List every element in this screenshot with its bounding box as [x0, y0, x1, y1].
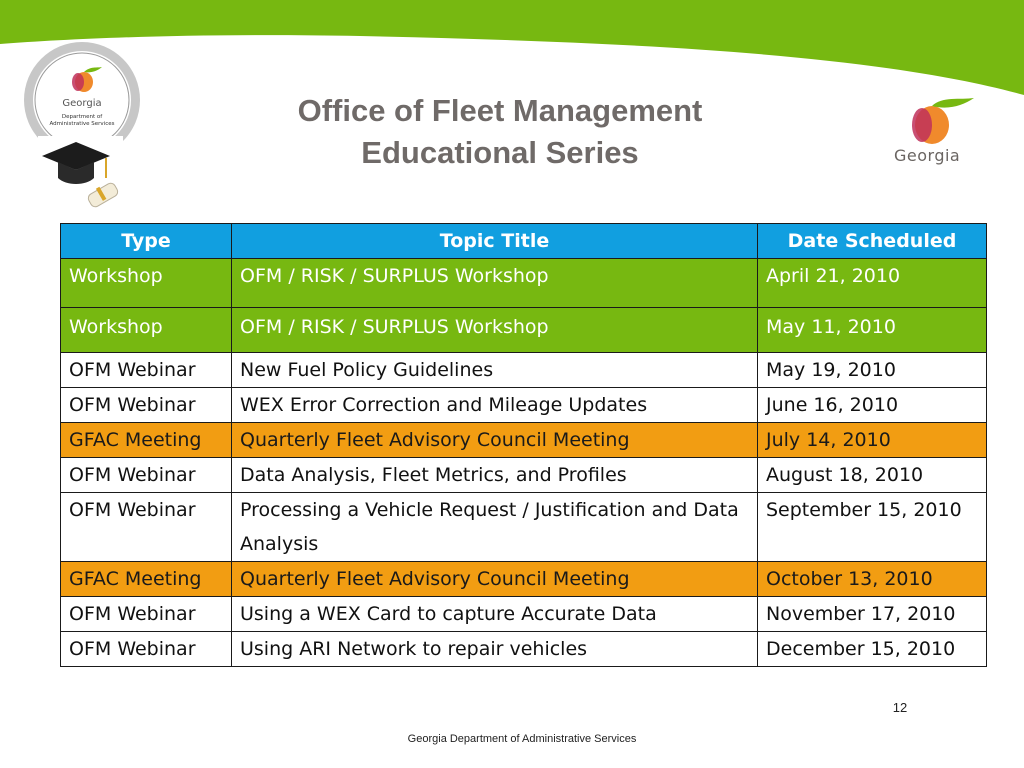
- seal-line1: Department of: [61, 114, 103, 120]
- cell-type: OFM Webinar: [61, 493, 232, 562]
- cell-type: OFM Webinar: [61, 388, 232, 423]
- title-line-2: Educational Series: [361, 135, 639, 170]
- cell-date: August 18, 2010: [758, 458, 987, 493]
- cell-topic: Data Analysis, Fleet Metrics, and Profiles: [232, 458, 758, 493]
- seal-line2: Administrative Services: [49, 121, 115, 127]
- cell-date: December 15, 2010: [758, 632, 987, 667]
- cell-topic: OFM / RISK / SURPLUS Workshop: [232, 259, 758, 308]
- cell-type: OFM Webinar: [61, 597, 232, 632]
- cell-topic: Using ARI Network to repair vehicles: [232, 632, 758, 667]
- logo-wordmark: Georgia: [894, 146, 961, 165]
- footer-text: Georgia Department of Administrative Services: [407, 733, 637, 745]
- seal-brand: Georgia: [62, 98, 102, 109]
- table-row: [61, 353, 987, 388]
- cell-type: Workshop: [61, 308, 232, 353]
- header-topic-title: Topic Title: [232, 224, 758, 259]
- cell-date: June 16, 2010: [758, 388, 987, 423]
- table-row: [61, 493, 987, 562]
- table-row: [61, 308, 987, 353]
- cell-topic: New Fuel Policy Guidelines: [232, 353, 758, 388]
- cell-date: October 13, 2010: [758, 562, 987, 597]
- header-date-scheduled: Date Scheduled: [758, 224, 987, 259]
- cell-type: OFM Webinar: [61, 353, 232, 388]
- table-row: [61, 423, 987, 458]
- title-line-1: Office of Fleet Management: [297, 93, 703, 128]
- table-row: [61, 458, 987, 493]
- header-type: Type: [61, 224, 232, 259]
- table-row: [61, 259, 987, 308]
- georgia-logo: [888, 92, 983, 172]
- cell-type: GFAC Meeting: [61, 562, 232, 597]
- department-seal: [18, 38, 146, 213]
- cell-type: OFM Webinar: [61, 458, 232, 493]
- cell-topic: WEX Error Correction and Mileage Updates: [232, 388, 758, 423]
- cell-topic: Quarterly Fleet Advisory Council Meeting: [232, 562, 758, 597]
- cell-type: OFM Webinar: [61, 632, 232, 667]
- table-row: [61, 562, 987, 597]
- cell-date: September 15, 2010: [758, 493, 987, 562]
- slide-title: [240, 90, 760, 174]
- table-row: [61, 388, 987, 423]
- cell-date: May 19, 2010: [758, 353, 987, 388]
- table-row: [61, 632, 987, 667]
- table-header-row: [61, 224, 987, 259]
- cell-type: GFAC Meeting: [61, 423, 232, 458]
- cell-topic: Using a WEX Card to capture Accurate Data: [232, 597, 758, 632]
- cell-date: July 14, 2010: [758, 423, 987, 458]
- table-row: [61, 597, 987, 632]
- cell-date: November 17, 2010: [758, 597, 987, 632]
- cell-topic: OFM / RISK / SURPLUS Workshop: [232, 308, 758, 353]
- schedule-table: [60, 223, 987, 667]
- cell-date: April 21, 2010: [758, 259, 987, 308]
- cell-date: May 11, 2010: [758, 308, 987, 353]
- cell-type: Workshop: [61, 259, 232, 308]
- page-number: 12: [892, 700, 908, 715]
- cell-topic: Processing a Vehicle Request / Justification and Data Analysis: [232, 493, 758, 562]
- peach-icon: [888, 92, 983, 148]
- cell-topic: Quarterly Fleet Advisory Council Meeting: [232, 423, 758, 458]
